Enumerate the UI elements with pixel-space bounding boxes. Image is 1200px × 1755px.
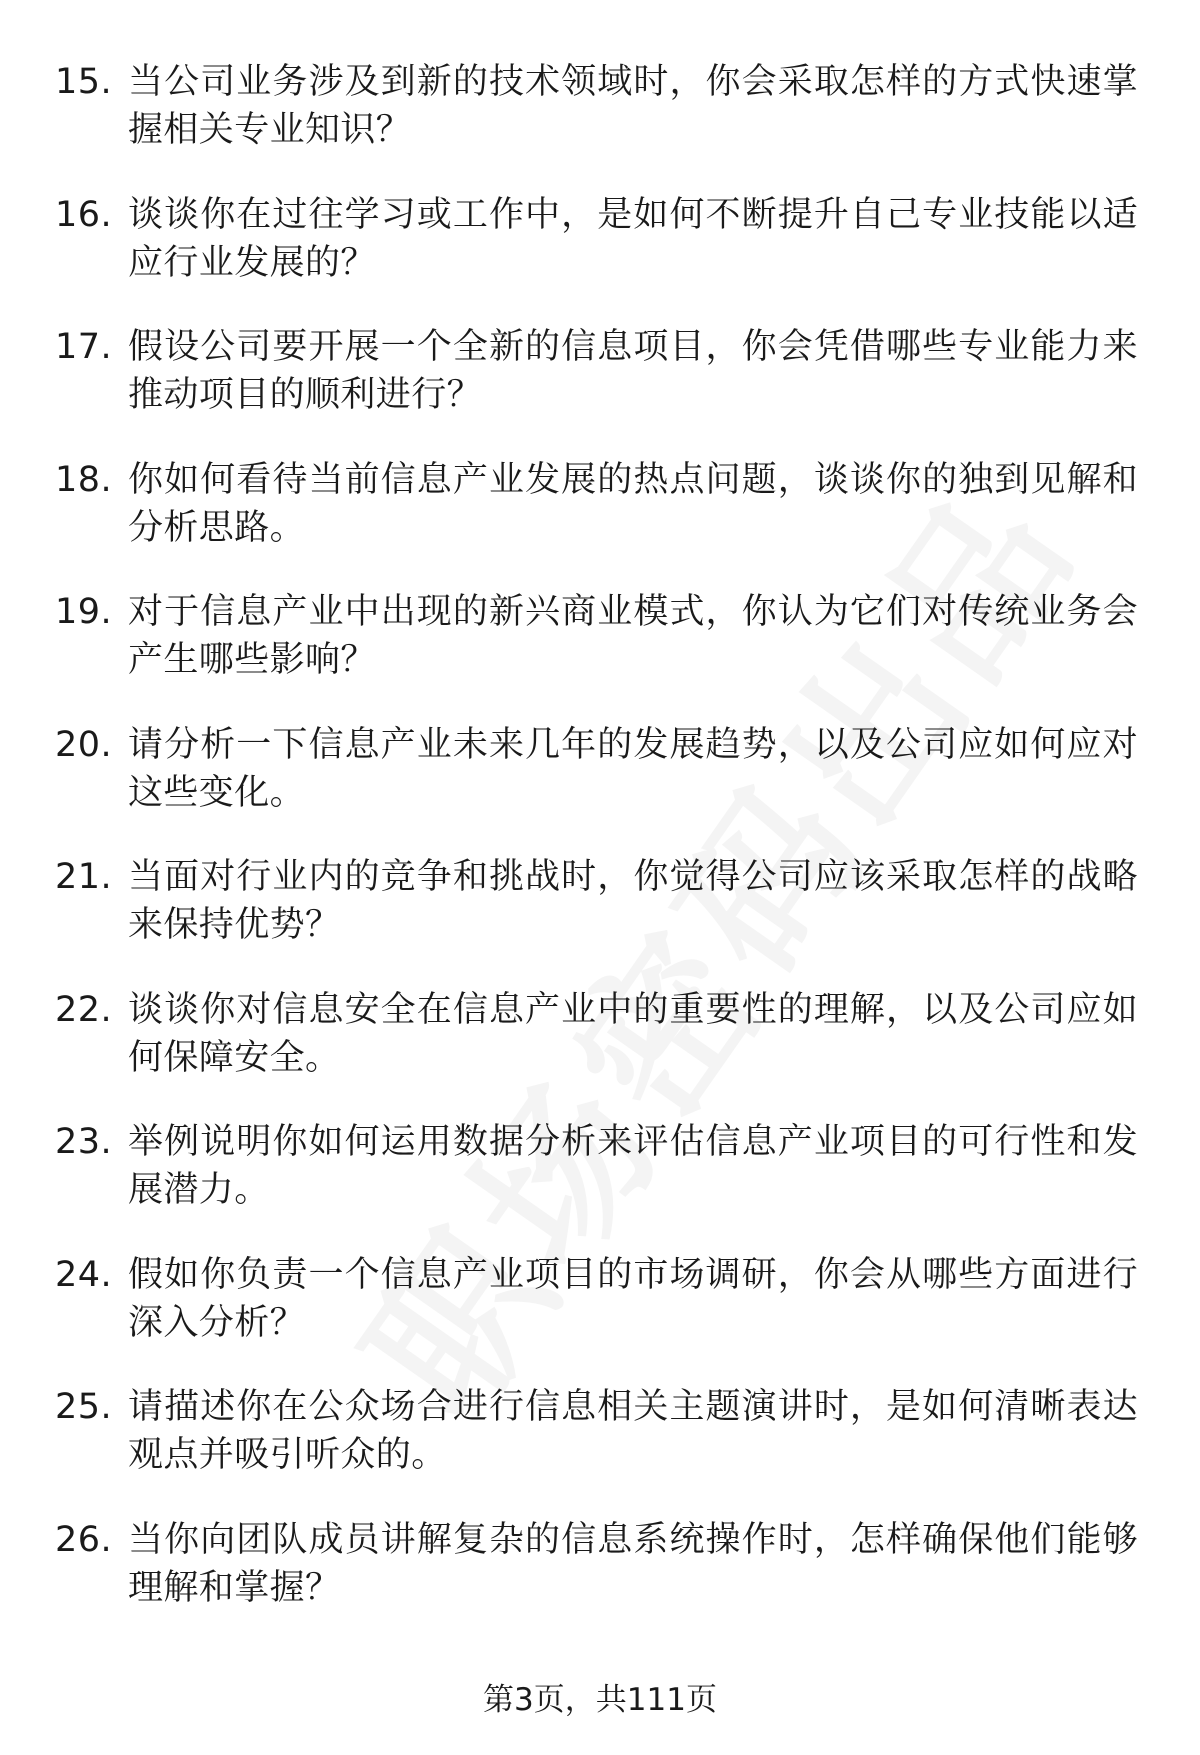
question-item <box>55 986 1145 1119</box>
question-text: 当公司业务涉及到新的技术领域时，你会采取怎样的方式快速掌握相关专业知识？ <box>128 62 1138 150</box>
question-text: 请分析一下信息产业未来几年的发展趋势，以及公司应如何应对这些变化。 <box>128 724 1138 813</box>
question-number: 16. <box>55 194 113 235</box>
question-number: 18. <box>55 459 113 500</box>
question-item <box>55 323 1145 456</box>
question-text: 谈谈你对信息安全在信息产业中的重要性的理解，以及公司应如何保障安全。 <box>128 989 1138 1078</box>
question-item <box>55 456 1145 589</box>
question-text: 假设公司要开展一个全新的信息项目，你会凭借哪些专业能力来推动项目的顺利进行？ <box>128 327 1138 415</box>
question-item <box>55 721 1145 854</box>
question-text: 当你向团队成员讲解复杂的信息系统操作时，怎样确保他们能够理解和掌握？ <box>128 1519 1138 1608</box>
question-number: 23. <box>55 1122 113 1162</box>
question-item <box>55 1516 1145 1649</box>
question-number: 22. <box>55 989 113 1030</box>
question-number: 15. <box>55 62 113 102</box>
question-item <box>55 1383 1145 1516</box>
question-item <box>55 853 1145 986</box>
question-item <box>55 588 1145 721</box>
question-list <box>55 58 1145 1648</box>
question-text: 请描述你在公众场合进行信息相关主题演讲时，是如何清晰表达观点并吸引听众的。 <box>128 1387 1138 1475</box>
question-text: 对于信息产业中出现的新兴商业模式，你认为它们对传统业务会产生哪些影响？ <box>128 592 1138 680</box>
question-text: 谈谈你在过往学习或工作中，是如何不断提升自己专业技能以适应行业发展的？ <box>128 194 1138 283</box>
question-number: 17. <box>55 327 113 367</box>
question-text: 假如你负责一个信息产业项目的市场调研，你会从哪些方面进行深入分析？ <box>128 1254 1138 1343</box>
question-item <box>55 1251 1145 1384</box>
question-number: 24. <box>55 1254 113 1295</box>
question-number: 20. <box>55 724 113 765</box>
question-text: 你如何看待当前信息产业发展的热点问题，谈谈你的独到见解和分析思路。 <box>128 459 1138 548</box>
question-item <box>55 1118 1145 1251</box>
question-item <box>55 191 1145 324</box>
question-number: 25. <box>55 1387 113 1427</box>
question-number: 19. <box>55 592 113 632</box>
page-footer: 第3页，共111页 <box>483 1682 717 1718</box>
question-number: 21. <box>55 857 113 897</box>
question-item <box>55 58 1145 191</box>
question-number: 26. <box>55 1519 113 1560</box>
question-text: 当面对行业内的竞争和挑战时，你觉得公司应该采取怎样的战略来保持优势？ <box>128 857 1138 945</box>
question-text: 举例说明你如何运用数据分析来评估信息产业项目的可行性和发展潜力。 <box>128 1122 1138 1210</box>
